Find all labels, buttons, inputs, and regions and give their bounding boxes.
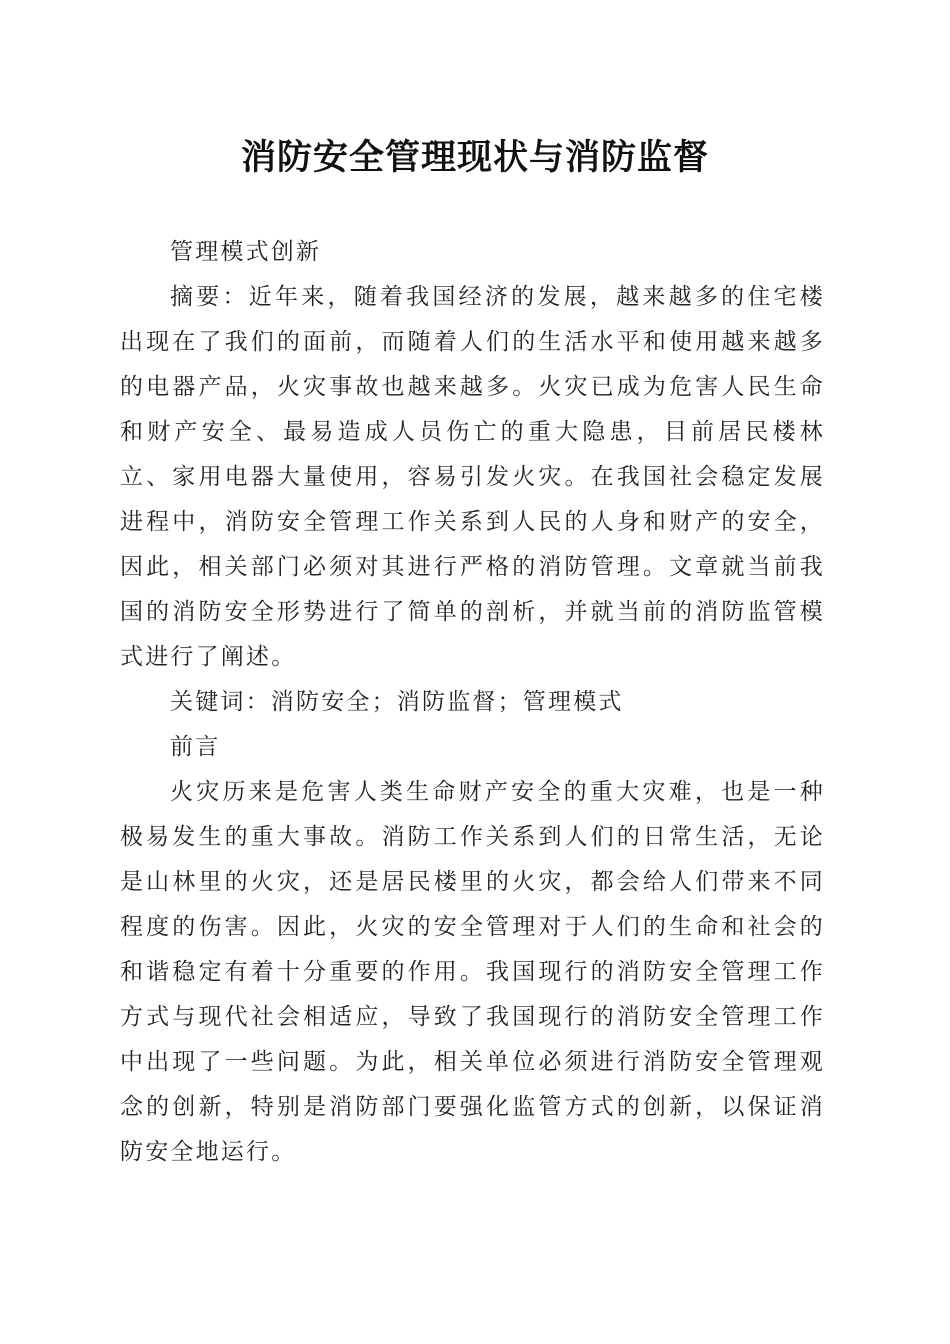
document-body xyxy=(120,230,825,1175)
abstract-paragraph: 摘要：近年来，随着我国经济的发展，越来越多的住宅楼出现在了我们的面前，而随着人们的生活水平和使用越来越多的电器产品，火灾事故也越来越多。火灾已成为危害人民生命和财产安全、最易造成人员伤亡的重大隐患，目前居民楼林立、家用电器大量使用，容易引发火灾。在我国社会稳定发展进程中，消防安全管理工作关系到人民的人身和财产的安全，因此，相关部门必须对其进行严格的消防管理。文章就当前我国的消防安全形势进行了简单的剖析，并就当前的消防监管模式进行了阐述。 xyxy=(120,284,825,670)
keywords-paragraph: 关键词：消防安全；消防监督；管理模式 xyxy=(170,689,624,715)
document-title: 消防安全管理现状与消防监督 xyxy=(240,137,709,178)
preface-paragraph: 火灾历来是危害人类生命财产安全的重大灾难，也是一种极易发生的重大事故。消防工作关系到人们的日常生活，无论是山林里的火灾，还是居民楼里的火灾，都会给人们带来不同程度的伤害。因此，火灾的安全管理对于人们的生命和社会的和谐稳定有着十分重要的作用。我国现行的消防安全管理工作方式与现代社会相适应，导致了我国现行的消防安全管理工作中出现了一些问题。为此，相关单位必须进行消防安全管理观念的创新，特别是消防部门要强化监管方式的创新，以保证消防安全地运行。 xyxy=(120,779,825,1165)
subtitle-paragraph: 管理模式创新 xyxy=(170,239,322,265)
preface-heading: 前言 xyxy=(170,734,221,760)
